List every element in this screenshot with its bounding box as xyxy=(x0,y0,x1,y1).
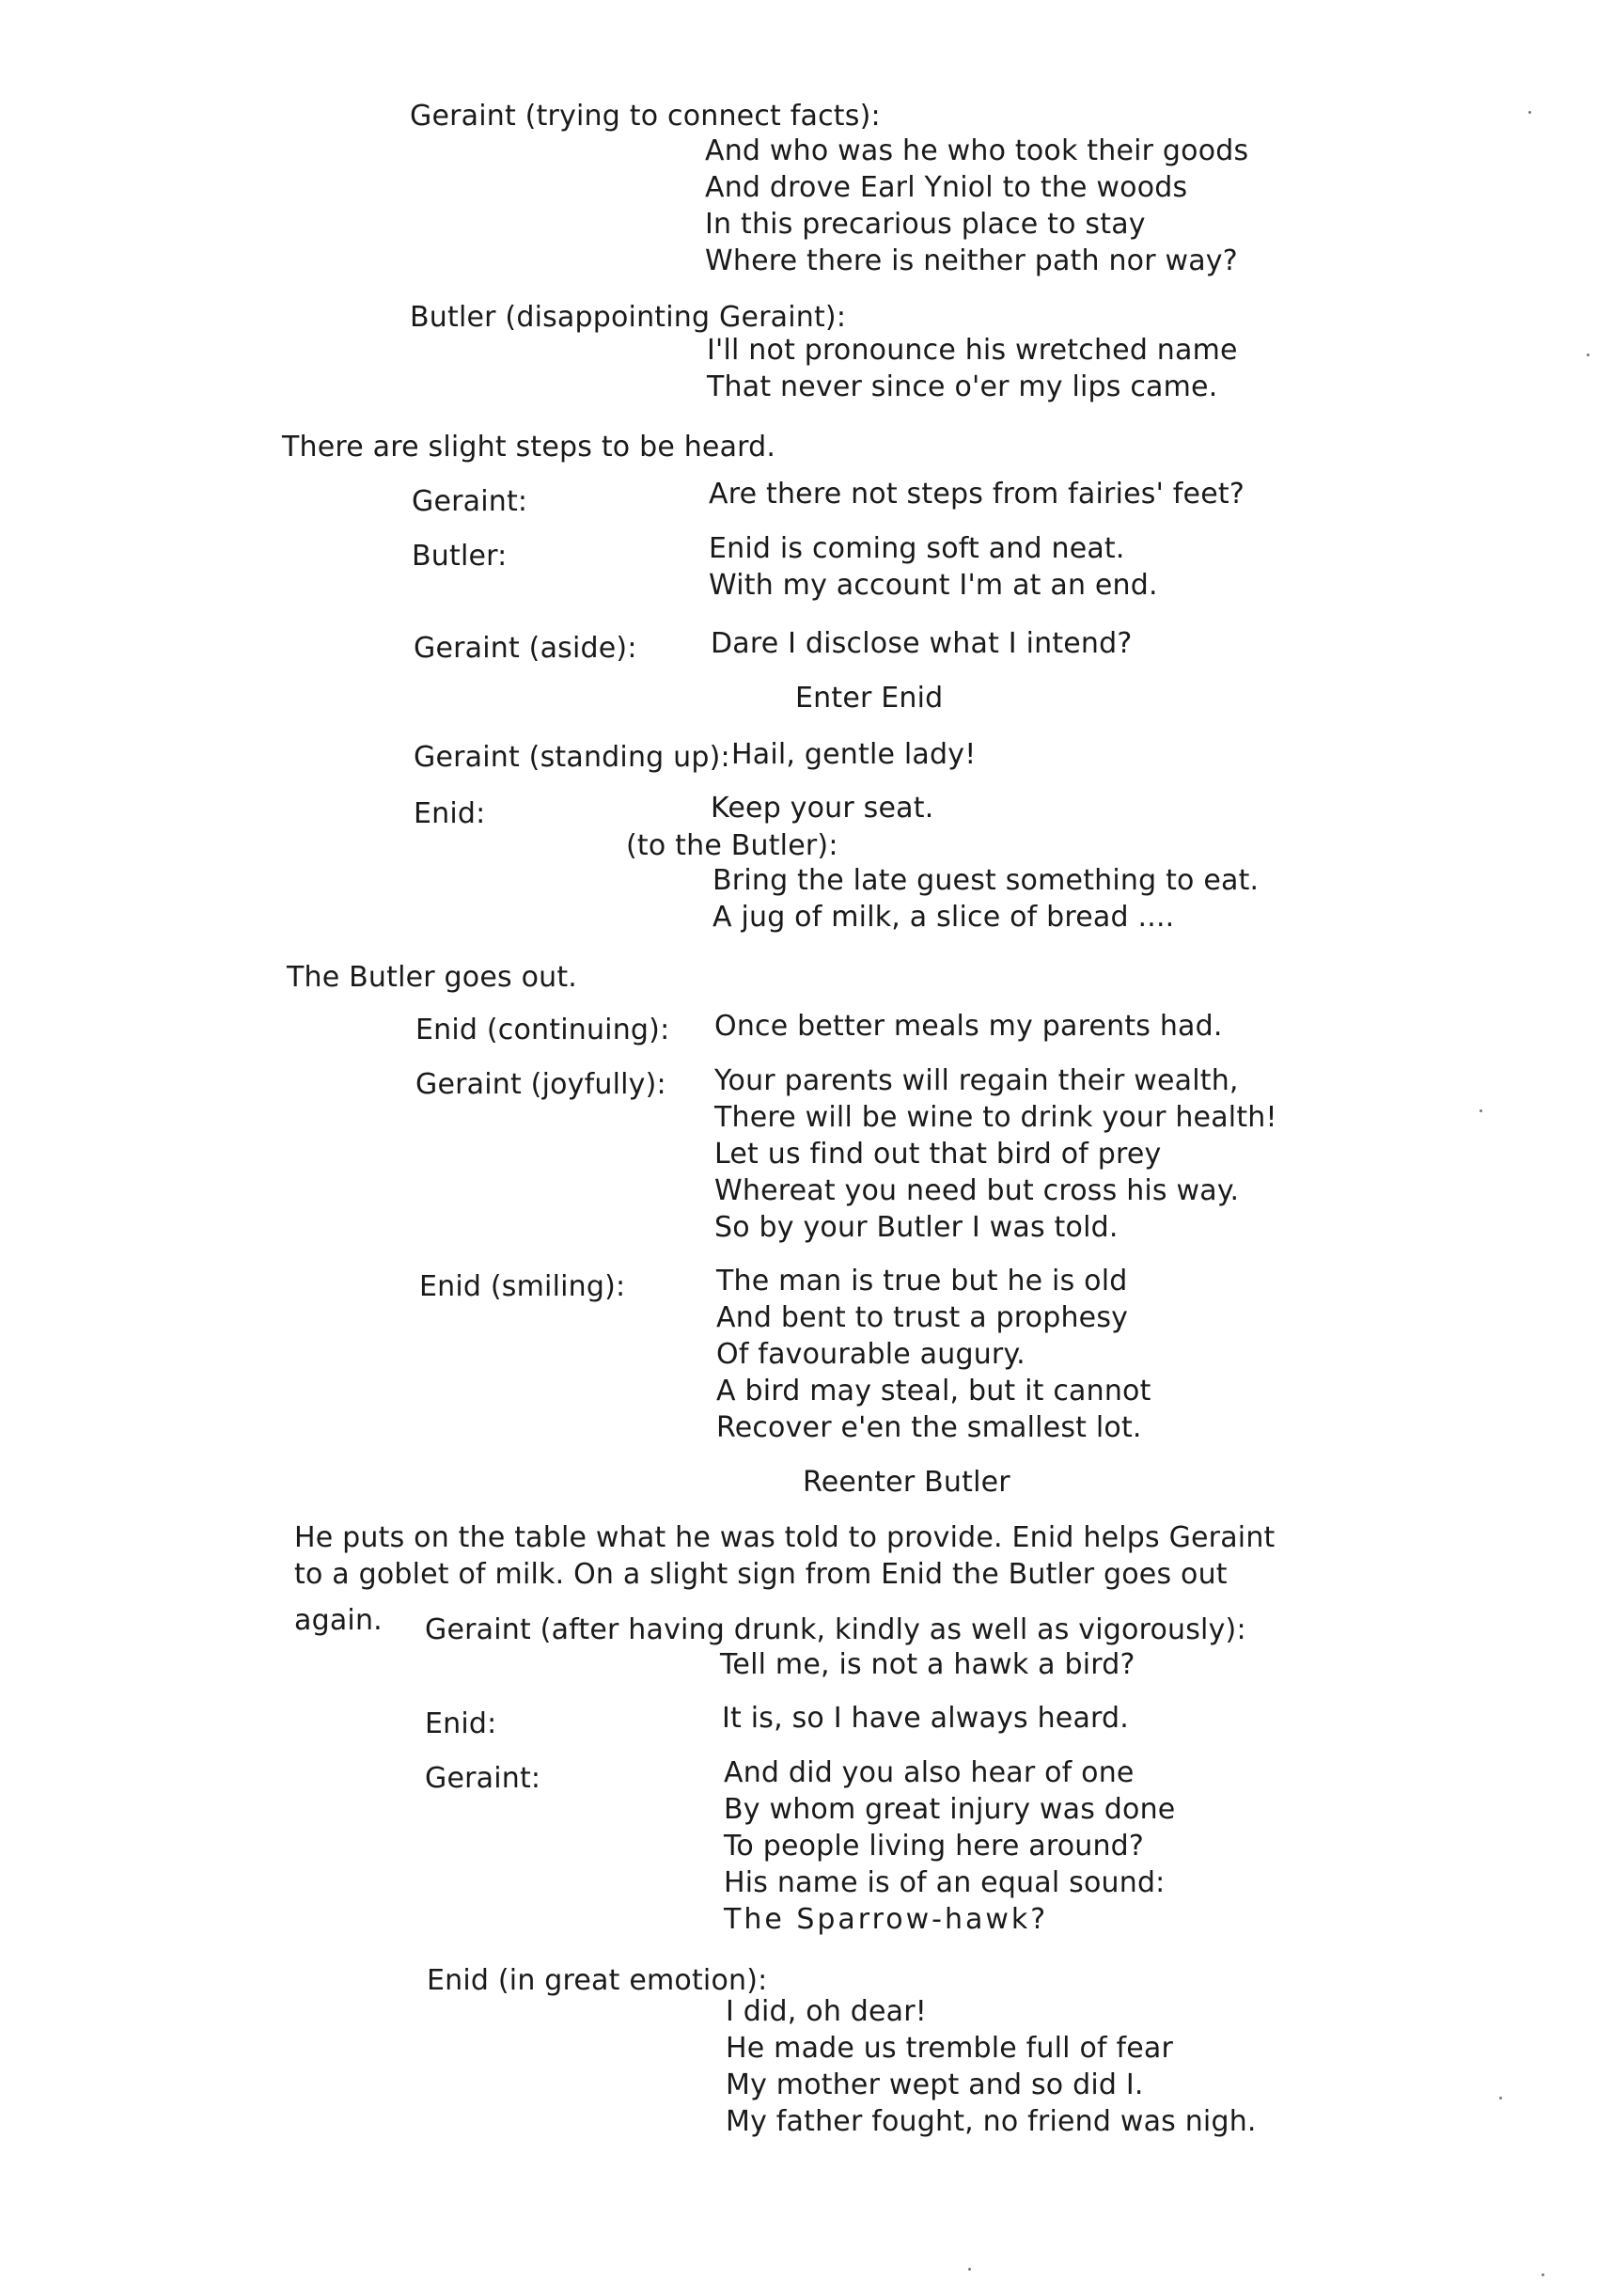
verse-line: Bring the late guest something to eat. xyxy=(712,864,1260,897)
verse-line: The man is true but he is old xyxy=(716,1265,1128,1297)
speaker-label: Geraint (trying to connect facts): xyxy=(410,100,881,133)
verse-line: Whereat you need but cross his way. xyxy=(714,1174,1240,1207)
verse-line: And bent to trust a prophesy xyxy=(716,1301,1129,1334)
verse-line: And drove Earl Yniol to the woods xyxy=(705,171,1188,204)
speaker-label: Geraint (after having drunk, kindly as well as vigorously): xyxy=(425,1613,1246,1646)
verse-line: He made us tremble full of fear xyxy=(726,2032,1174,2065)
verse-line: A bird may steal, but it cannot xyxy=(716,1375,1151,1407)
verse-line: And did you also hear of one xyxy=(724,1756,1135,1789)
speaker-label: Geraint (standing up): xyxy=(414,741,730,774)
verse-line: To people living here around? xyxy=(724,1830,1145,1863)
verse-line: I did, oh dear! xyxy=(726,1995,928,2028)
speaker-label: Enid: xyxy=(414,797,486,830)
speaker-label: Geraint (aside): xyxy=(414,632,637,665)
verse-line: A jug of milk, a slice of bread .... xyxy=(712,901,1175,934)
verse-line: I'll not pronounce his wretched name xyxy=(707,334,1238,367)
scan-speck xyxy=(968,2268,971,2271)
speaker-label: Enid (continuing): xyxy=(415,1014,670,1046)
verse-line: With my account I'm at an end. xyxy=(709,569,1158,602)
speaker-label: Enid: xyxy=(425,1707,497,1740)
speaker-label: Geraint: xyxy=(412,485,528,518)
aside-label: (to the Butler): xyxy=(626,829,838,862)
scan-speck xyxy=(1542,2273,1544,2276)
verse-line: There will be wine to drink your health! xyxy=(714,1101,1277,1134)
speaker-label: Geraint (joyfully): xyxy=(415,1068,666,1101)
scan-speck xyxy=(1528,111,1531,114)
speaker-label: Butler (disappointing Geraint): xyxy=(410,301,847,334)
stage-direction: to a goblet of milk. On a slight sign from Enid the Butler goes out xyxy=(294,1558,1228,1591)
verse-line: That never since o'er my lips came. xyxy=(707,370,1218,403)
stage-direction: The Butler goes out. xyxy=(287,961,578,994)
verse-block xyxy=(709,530,1158,604)
verse-line: My mother wept and so did I. xyxy=(726,2068,1144,2101)
verse-line: It is, so I have always heard. xyxy=(722,1702,1130,1735)
verse-line: His name is of an equal sound: xyxy=(724,1866,1166,1899)
speaker-label: Enid (smiling): xyxy=(419,1270,626,1303)
verse-line: Once better meals my parents had. xyxy=(714,1010,1223,1043)
verse-line: Where there is neither path nor way? xyxy=(705,244,1238,277)
verse-block xyxy=(724,1754,1175,1938)
speaker-label: Butler: xyxy=(412,540,508,573)
verse-block xyxy=(714,1062,1277,1246)
verse-line: By whom great injury was done xyxy=(724,1793,1176,1826)
verse-line: Are there not steps from fairies' feet? xyxy=(709,478,1245,511)
verse-block xyxy=(726,1993,1257,2140)
verse-line: Keep your seat. xyxy=(711,792,934,825)
verse-line: Your parents will regain their wealth, xyxy=(714,1064,1239,1097)
verse-line: And who was he who took their goods xyxy=(705,134,1249,167)
scan-speck xyxy=(1480,1109,1482,1112)
stage-direction: He puts on the table what he was told to provide. Enid helps Geraint xyxy=(294,1521,1276,1554)
entrance-direction: Reenter Butler xyxy=(803,1466,1010,1499)
entrance-direction: Enter Enid xyxy=(795,682,944,715)
verse-line: So by your Butler I was told. xyxy=(714,1211,1119,1244)
stage-direction: There are slight steps to be heard. xyxy=(282,431,776,464)
verse-block xyxy=(705,133,1248,279)
verse-line: Enid is coming soft and neat. xyxy=(709,532,1125,565)
verse-line: Let us find out that bird of prey xyxy=(714,1138,1162,1171)
stage-direction: again. xyxy=(294,1604,383,1637)
scan-speck xyxy=(1499,2097,1502,2099)
verse-line: Dare I disclose what I intend? xyxy=(711,627,1133,660)
verse-line: My father fought, no friend was nigh. xyxy=(726,2105,1257,2138)
verse-block xyxy=(707,332,1238,405)
scan-speck xyxy=(1587,354,1589,356)
verse-line: In this precarious place to stay xyxy=(705,208,1146,241)
verse-line: Of favourable augury. xyxy=(716,1338,1026,1371)
verse-line: The Sparrow-hawk? xyxy=(724,1903,1049,1936)
verse-line: Recover e'en the smallest lot. xyxy=(716,1411,1142,1444)
verse-line: Hail, gentle lady! xyxy=(731,738,977,771)
verse-block xyxy=(716,1263,1151,1446)
speaker-label: Geraint: xyxy=(425,1762,541,1795)
verse-block xyxy=(712,862,1259,936)
speaker-label: Enid (in great emotion): xyxy=(427,1964,768,1997)
verse-line: Tell me, is not a hawk a bird? xyxy=(720,1648,1135,1681)
